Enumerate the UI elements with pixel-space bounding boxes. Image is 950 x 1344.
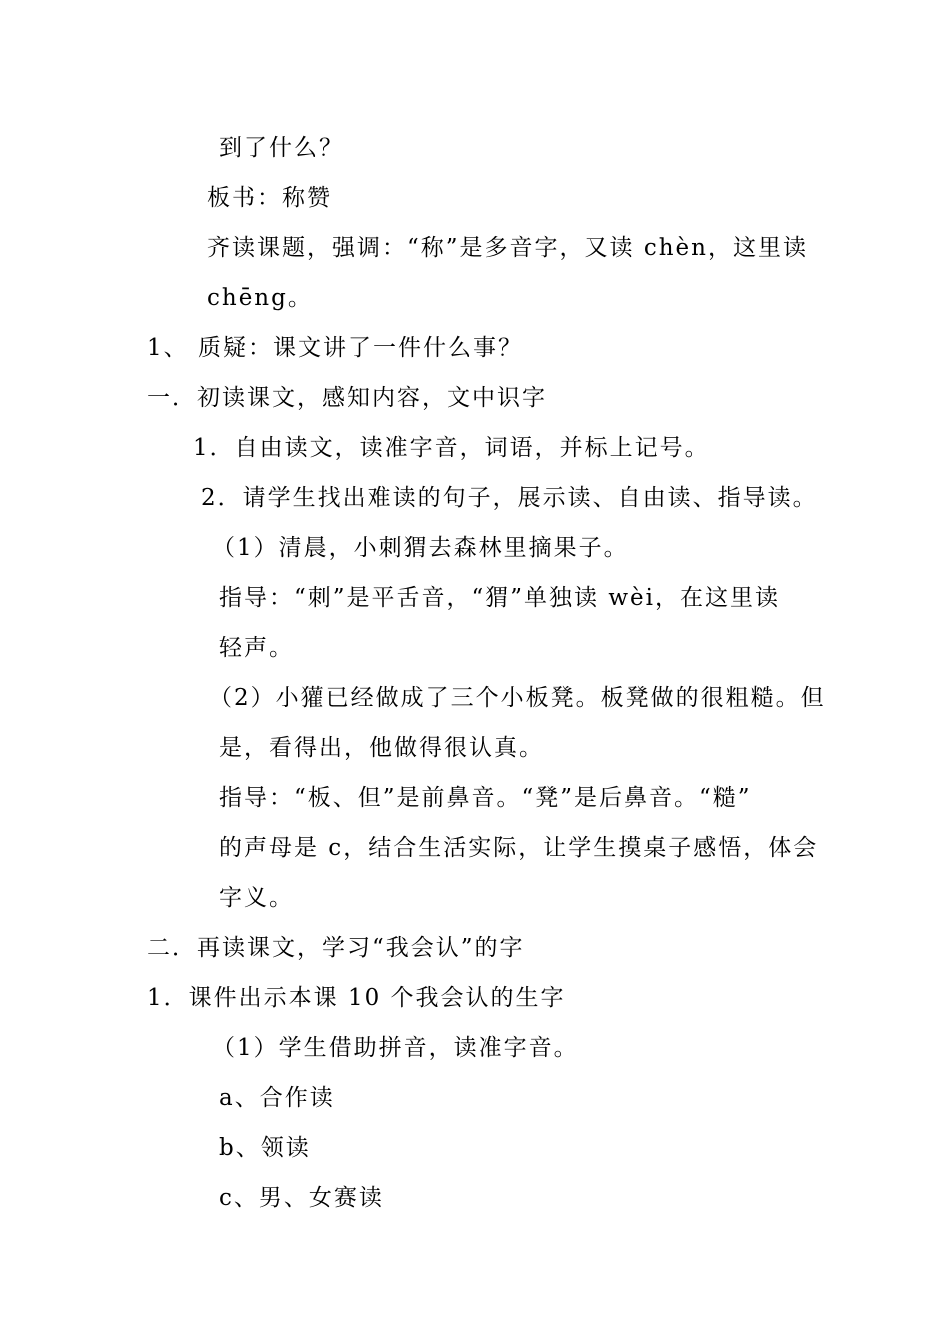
section-heading-1: 一．初读课文，感知内容，文中识字 xyxy=(147,385,547,411)
text-line-2: 板书：称赞 xyxy=(207,185,332,211)
text-line-5: 1、 质疑：课文讲了一件什么事？ xyxy=(147,335,523,361)
text-line-21: b、领读 xyxy=(219,1135,311,1161)
text-line-14: 指导：“板、但”是前鼻音。“凳”是后鼻音。“糙” xyxy=(219,785,752,811)
text-line-11: 轻声。 xyxy=(219,635,294,661)
text-line-10: 指导：“刺”是平舌音，“猬”单独读 wèi，在这里读 xyxy=(219,585,780,611)
text-line-22: c、男、女赛读 xyxy=(219,1185,384,1211)
text-line-1: 到了什么？ xyxy=(219,135,344,161)
text-line-16: 字义。 xyxy=(219,885,294,911)
text-line-4: chēng。 xyxy=(207,285,313,311)
text-line-9: （1）清晨，小刺猬去森林里摘果子。 xyxy=(212,535,629,561)
text-line-15: 的声母是 c，结合生活实际，让学生摸桌子感悟，体会 xyxy=(219,835,819,861)
section-heading-2: 二．再读课文，学习“我会认”的字 xyxy=(147,935,525,961)
text-line-13: 是，看得出，他做得很认真。 xyxy=(219,735,544,761)
text-line-20: a、合作读 xyxy=(219,1085,335,1111)
text-line-3: 齐读课题，强调：“称”是多音字，又读 chèn，这里读 xyxy=(207,235,808,261)
text-line-18: 1．课件出示本课 10 个我会认的生字 xyxy=(147,985,566,1011)
text-line-19: （1）学生借助拼音，读准字音。 xyxy=(212,1035,579,1061)
text-line-7: 1．自由读文，读准字音，词语，并标上记号。 xyxy=(193,435,710,461)
text-line-8: 2．请学生找出难读的句子，展示读、自由读、指导读。 xyxy=(201,485,818,511)
text-line-12: （2）小獾已经做成了三个小板凳。板凳做的很粗糙。但 xyxy=(209,685,826,711)
